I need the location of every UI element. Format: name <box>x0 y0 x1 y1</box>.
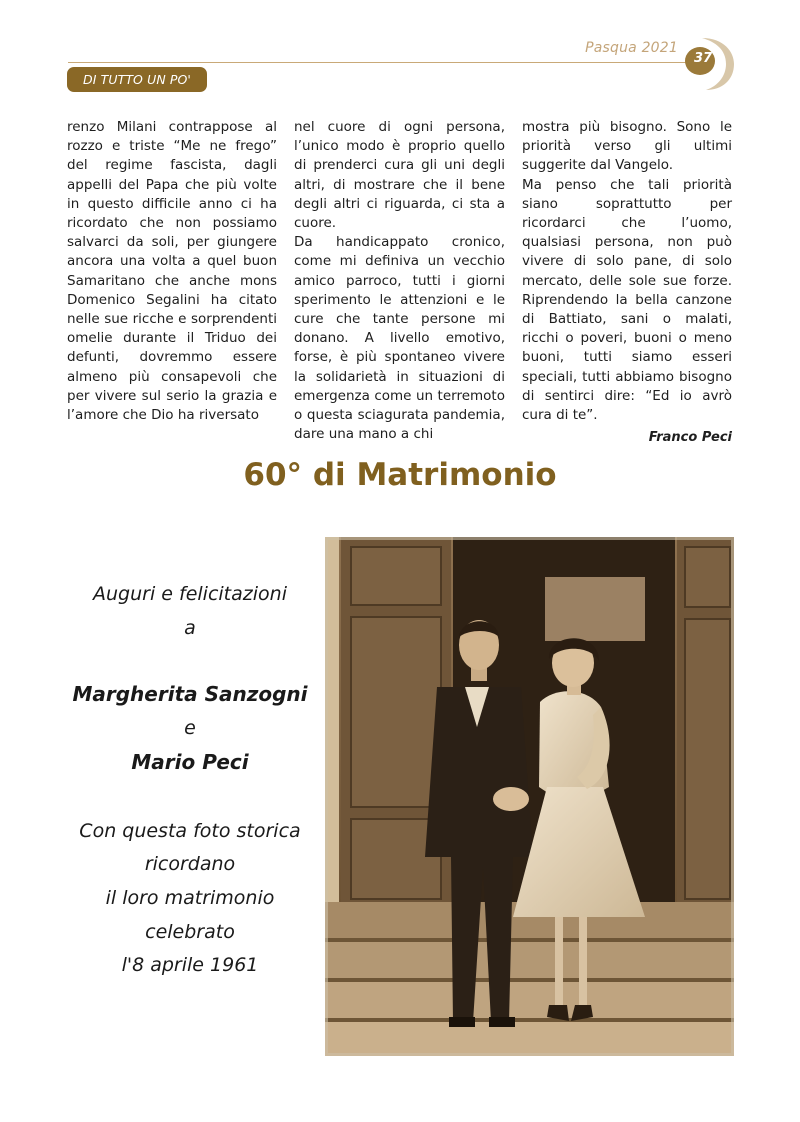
article-paragraph: nel cuore di ogni persona, l’unico modo è proprio quello di prenderci cura gli uni degli altri, di mostrare che il bene degli altri ci riguarda, ci sta a cuore. <box>294 119 505 232</box>
article-paragraph: renzo Milani contrappose al rozzo e triste “Me ne frego” del regime fascista, dagli appelli del Papa che più volte in questo difficile anno ci ha ricordato che non possiamo salvarci da soli, per giungere ancora una volta a quel buon Samaritano che anche mons Domenico Segalini ha citato nelle sue ricche e sorprendenti omelie durante il Triduo dei defunti, dovremmo essere almeno più consapevoli che per vivere sul serio la grazia e l’amore che Dio ha riversato <box>67 119 277 424</box>
photo-caption-line: Con questa foto storica <box>79 819 301 842</box>
photo-caption-line: celebrato <box>145 920 235 943</box>
photo-caption-line: ricordano <box>144 853 236 876</box>
article-column-2 <box>294 118 505 444</box>
article-paragraph: mostra più bisogno. Sono le priorità verso gli ultimi suggerite dal Vangelo. <box>522 119 732 174</box>
article-column-3 <box>522 118 732 447</box>
article-paragraph: Da handicappato cronico, come mi definiva un vecchio amico parroco, tutti i giorni sperimento le attenzioni e le cure che tante persone mi donano. A livello emotivo, forse, è più spontaneo vivere la solidarietà in situazioni di emergenza come un terremoto o questa sciagurata pandemia, dare una mano a chi <box>294 234 505 443</box>
greeting-line: Auguri e felicitazioni <box>93 583 287 605</box>
dedication-text <box>60 578 320 983</box>
issue-label: Pasqua 2021 <box>585 40 678 56</box>
article-column-1 <box>67 118 277 425</box>
photo-caption-line: il loro matrimonio <box>105 886 275 909</box>
wedding-photo <box>325 537 734 1056</box>
and-line: e <box>184 717 196 740</box>
anniversary-title: 60° di Matrimonio <box>243 457 557 493</box>
page-number: 37 <box>693 51 713 66</box>
wedding-date: l'8 aprile 1961 <box>121 954 259 977</box>
article-paragraph: Ma penso che tali priorità siano soprattutto per ricordarci che l’uomo, qualsiasi persona, non può vivere di solo pane, di solo mercato, delle sole sue forze. Riprendendo la bella canzone di Battiato, sani o malati, ricchi o poveri, buoni o meno buoni, tutti siamo esseri speciali, tutti abbiamo bisogno di sentirci dire: “Ed io avrò cura di te”. <box>522 176 732 424</box>
groom-name: Mario Peci <box>131 749 249 774</box>
to-line: a <box>184 616 196 639</box>
section-label: DI TUTTO UN PO' <box>67 67 207 92</box>
bride-name: Margherita Sanzogni <box>72 682 308 707</box>
header-rule <box>68 62 688 63</box>
article-author: Franco Peci <box>648 430 732 446</box>
